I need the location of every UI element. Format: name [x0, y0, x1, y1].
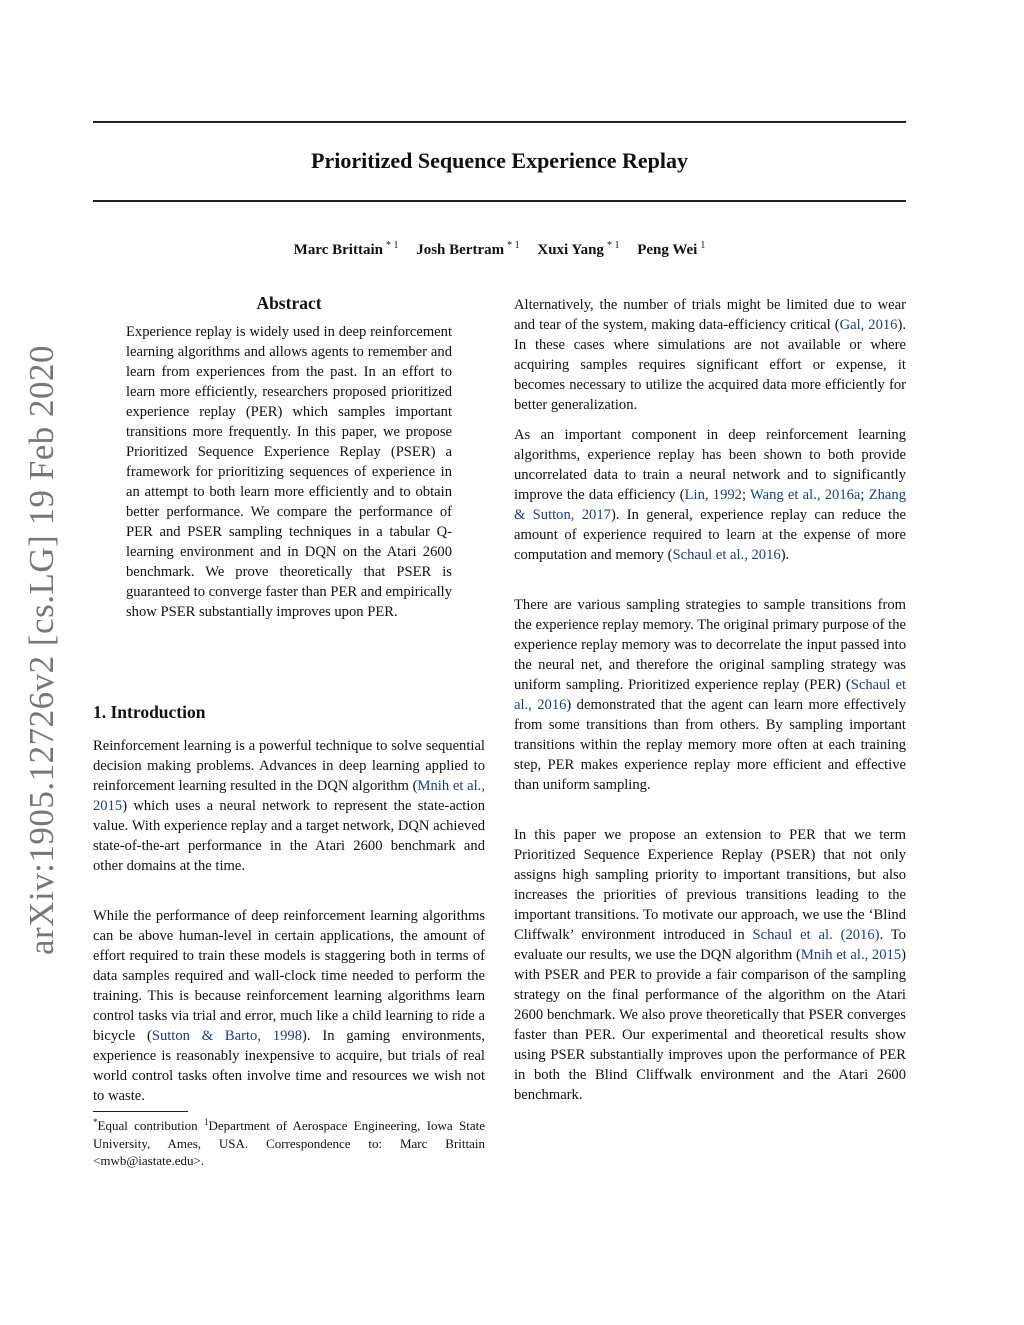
author — [537, 242, 619, 258]
footnote-text: Department of Aerospace Engineering, Iowa State University, Ames, USA. Correspondence to: Marc Brittain <mwb@iastate.edu>. — [93, 1118, 485, 1168]
paragraph-text: ) demonstrated that the agent can learn more effectively from some transitions than from others. By sampling important transitions within the replay memory more often at each training step, PER makes experience replay more efficient and effective than uniform sampling. — [514, 697, 906, 793]
paragraph — [514, 425, 906, 565]
author-name: Marc Brittain — [293, 242, 383, 258]
author-affiliation: * 1 — [606, 240, 620, 251]
paragraph-text: Alternatively, the number of trials might be limited due to wear and tear of the system, making data-efficiency critical ( — [514, 297, 906, 333]
citation-link[interactable]: Sutton & Barto, 1998 — [151, 1028, 303, 1044]
citation-link[interactable]: Wang et al., 2016a — [750, 487, 861, 503]
author-affiliation: 1 — [700, 240, 706, 251]
author-name: Peng Wei — [637, 242, 698, 258]
paragraph-text: There are various sampling strategies to sample transitions from the experience replay memory. The original primary purpose of the experience replay memory was to decorrelate the input passed into the neural net, and therefore the original sampling strategy was uniform sampling. Prioritized experience replay (PER) ( — [514, 597, 906, 693]
paragraph-text: ). In these cases where simulations are not available or where acquiring samples requires significant effort or expense, it becomes necessary to utilize the acquired data more efficiently for better generalization. — [514, 317, 906, 413]
citation-link[interactable]: Schaul et al. (2016) — [752, 927, 880, 943]
abstract-text: Experience replay is widely used in deep reinforcement learning algorithms and allows agents to remember and learn from experiences from the past. In an effort to learn more efficiently, researchers proposed prioritized experience replay (PER) which samples important transitions more frequently. In this paper, we propose Prioritized Sequence Experience Replay (PSER) a framework for prioritizing sequences of experience in an attempt to both learn more efficiently and to obtain better performance. We compare the performance of PER and PSER sampling techniques in a tabular Q-learning environment and in DQN on the Atari 2600 benchmark. We prove theoretically that PSER is guaranteed to converge faster than PER and empirically show PSER substantially improves upon PER. — [126, 324, 452, 620]
section-heading-introduction: 1. Introduction — [93, 702, 206, 722]
author-affiliation: * 1 — [507, 240, 520, 251]
paragraph-text: ). In gaming environments, experience is reasonably inexpensive to acquire, but trials of real world control tasks often involve time and resources we wish not to waste. — [93, 1028, 485, 1104]
citation-link[interactable]: Schaul et al., 2016 — [514, 677, 906, 713]
footnote — [93, 1114, 485, 1170]
paragraph-text: ) which uses a neural network to represent the state-action value. With experience replay and a target network, DQN achieved state-of-the-art performance in the Atari 2600 benchmark and other domains at the time. — [93, 798, 485, 874]
paragraph-text: ; — [860, 487, 869, 503]
citation-link[interactable]: Mnih et al., 2015 — [800, 947, 902, 963]
paragraph-text: ) with PSER and PER to provide a fair comparison of the sampling strategy on the final performance of the algorithm on the Atari 2600 benchmark. We also prove theoretically that PSER converges faster than PER. Our experimental and theoretical results show using PSER substantially improves upon the performance of PER in both the Blind Cliffwalk environment and the Atari 2600 benchmark. — [514, 947, 906, 1103]
footnote-marker: 1 — [203, 1117, 209, 1127]
paper-title: Prioritized Sequence Experience Replay — [311, 148, 688, 173]
citation-link[interactable]: Lin, 1992 — [684, 487, 742, 503]
paragraph-text: Reinforcement learning is a powerful technique to solve sequential decision making problems. Advances in deep learning applied to reinforcement learning resulted in the DQN algorithm ( — [93, 738, 485, 794]
paragraph-text: ; — [741, 487, 750, 503]
paragraph-text: ). — [780, 547, 790, 563]
abstract-heading: Abstract — [256, 293, 322, 313]
author-affiliation: * 1 — [385, 240, 399, 251]
footnote-text: Equal contribution — [97, 1118, 204, 1133]
author — [637, 242, 705, 258]
author-name: Josh Bertram — [416, 242, 505, 258]
citation-link[interactable]: Zhang & Sutton, 2017 — [514, 487, 906, 523]
author-name: Xuxi Yang — [537, 242, 604, 258]
author — [294, 242, 399, 258]
footnote-marker: * — [93, 1117, 98, 1127]
citation-link[interactable]: Schaul et al., 2016 — [672, 547, 781, 563]
paragraph — [93, 736, 485, 876]
paragraph-text: As an important component in deep reinforcement learning algorithms, experience replay has been shown to both provide uncorrelated data to train a neural network and to significantly improve the data efficiency ( — [514, 427, 906, 503]
citation-link[interactable]: Gal, 2016 — [839, 317, 898, 333]
paragraph — [514, 825, 906, 1105]
paragraph — [93, 906, 485, 1106]
paragraph — [514, 595, 906, 795]
paragraph-text: . To evaluate our results, we use the DQN algorithm ( — [514, 927, 906, 963]
paragraph — [514, 295, 906, 415]
author — [416, 242, 519, 258]
title-rule-top — [93, 121, 906, 123]
paragraph-text: ). In general, experience replay can reduce the amount of experience required to learn at the expense of more computation and memory ( — [514, 507, 906, 563]
arxiv-stamp: arXiv:1905.12726v2 [cs.LG] 19 Feb 2020 — [22, 344, 61, 956]
footnote-rule — [93, 1111, 188, 1112]
title-rule-bottom — [93, 200, 906, 202]
paragraph-text: While the performance of deep reinforcement learning algorithms can be above human-level in certain applications, the amount of effort required to train these models is staggering both in terms of data samples required and wall-clock time needed to perform the training. This is because reinforcement learning algorithms learn control tasks via trial and error, much like a child learning to ride a bicycle ( — [93, 908, 485, 1044]
paragraph-text: In this paper we propose an extension to PER that we term Prioritized Sequence Experience Replay (PSER) that not only assigns high sampling priority to important transitions, but also increases the priorities of previous transitions leading to the important transitions. To motivate our approach, we use the ‘Blind Cliffwalk’ environment introduced in — [514, 827, 906, 943]
author-list — [93, 236, 906, 260]
citation-link[interactable]: Mnih et al., 2015 — [93, 778, 485, 814]
